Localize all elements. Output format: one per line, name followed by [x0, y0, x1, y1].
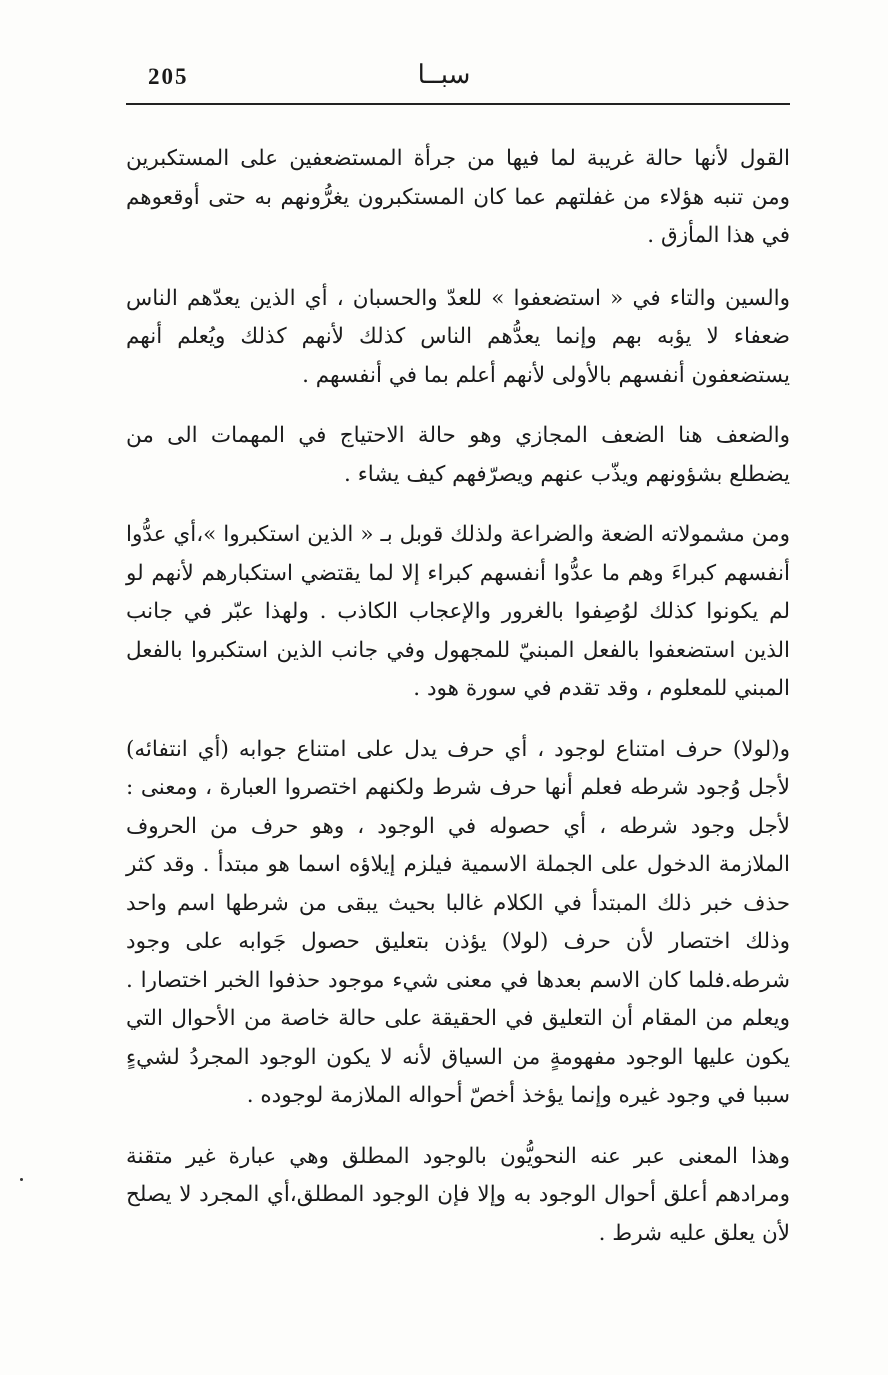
paragraph-6: وهذا المعنى عبر عنه النحويُّون بالوجود المطلق وهي عبارة غير متقنة ومرادهم أعلق أحوال الوجود به وإلا فإن الوجود المطلق،أي المجرد لا يصلح لأن يعلق عليه شرط . [126, 1143, 790, 1246]
page-number: 205 [148, 64, 189, 89]
running-title: سبــا [417, 60, 471, 90]
paragraph-4: ومن مشمولاته الضعة والضراعة ولذلك قوبل بـ « الذين استكبروا »،أي عدُّوا أنفسهم كبراءَ وهم ما عدُّوا أنفسهم كبراء إلا لما يقتضي استكبارهم لأنهم لو لم يكونوا كذلك لوُصِفوا بالغرور والإعجاب الكاذب . ولهذا عبّر في جانب الذين استضعفوا بالفعل المبنيّ للمجهول وفي جانب الذين استكبروا بالفعل المبني للمعلوم ، وقد تقدم في سورة هود . [126, 522, 790, 701]
ink-speck [20, 1178, 23, 1181]
body-text [126, 140, 790, 1275]
paragraph-5: و(لولا) حرف امتناع لوجود ، أي حرف يدل على امتناع جوابه (أي انتفائه) لأجل وُجود شرطه فعلم أنها حرف شرط ولكنهم اختصروا العبارة ، ومعنى : لأجل وجود شرطه ، أي حصوله في الوجود ، وهو حرف من الحروف الملازمة الدخول على الجملة الاسمية فيلزم إيلاؤه اسما هو مبتدأ . وقد كثر حذف خبر ذلك المبتدأ في الكلام غالبا بحيث يبقى من شرطها اسم واحد وذلك اختصار لأن حرف (لولا) يؤذن بتعليق حصول جَوابه على وجود شرطه.فلما كان الاسم بعدها في معنى شيء موجود حذفوا الخبر اختصارا . ويعلم من المقام أن التعليق في الحقيقة على حالة خاصة من الأحوال التي يكون عليها الوجود مفهومةٍ من السياق لأنه لا يكون الوجود المجردُ لشيءٍ سببا في وجود غيره وإنما يؤخذ أخصّ أحواله الملازمة لوجوده . [126, 736, 790, 1108]
header-rule [126, 103, 790, 105]
paragraph-1: القول لأنها حالة غريبة لما فيها من جرأة المستضعفين على المستكبرين ومن تنبه هؤلاء من غفلتهم عما كان المستكبرون يغرُّونهم به حتى أوقعوهم في هذا المأزق . [126, 146, 790, 248]
paragraph-2: والسين والتاء في « استضعفوا » للعدّ والحسبان ، أي الذين يعدّهم الناس ضعفاء لا يؤبه بهم وإنما يعدُّهم الناس كذلك لأنهم كذلك ويُعلم أنهم يستضعفون أنفسهم بالأولى لأنهم أعلم بما في أنفسهم . [126, 285, 790, 388]
paragraph-3: والضعف هنا الضعف المجازي وهو حالة الاحتياج في المهمات الى من يضطلع بشؤونهم ويذّب عنهم ويصرّفهم كيف يشاء . [126, 423, 790, 487]
